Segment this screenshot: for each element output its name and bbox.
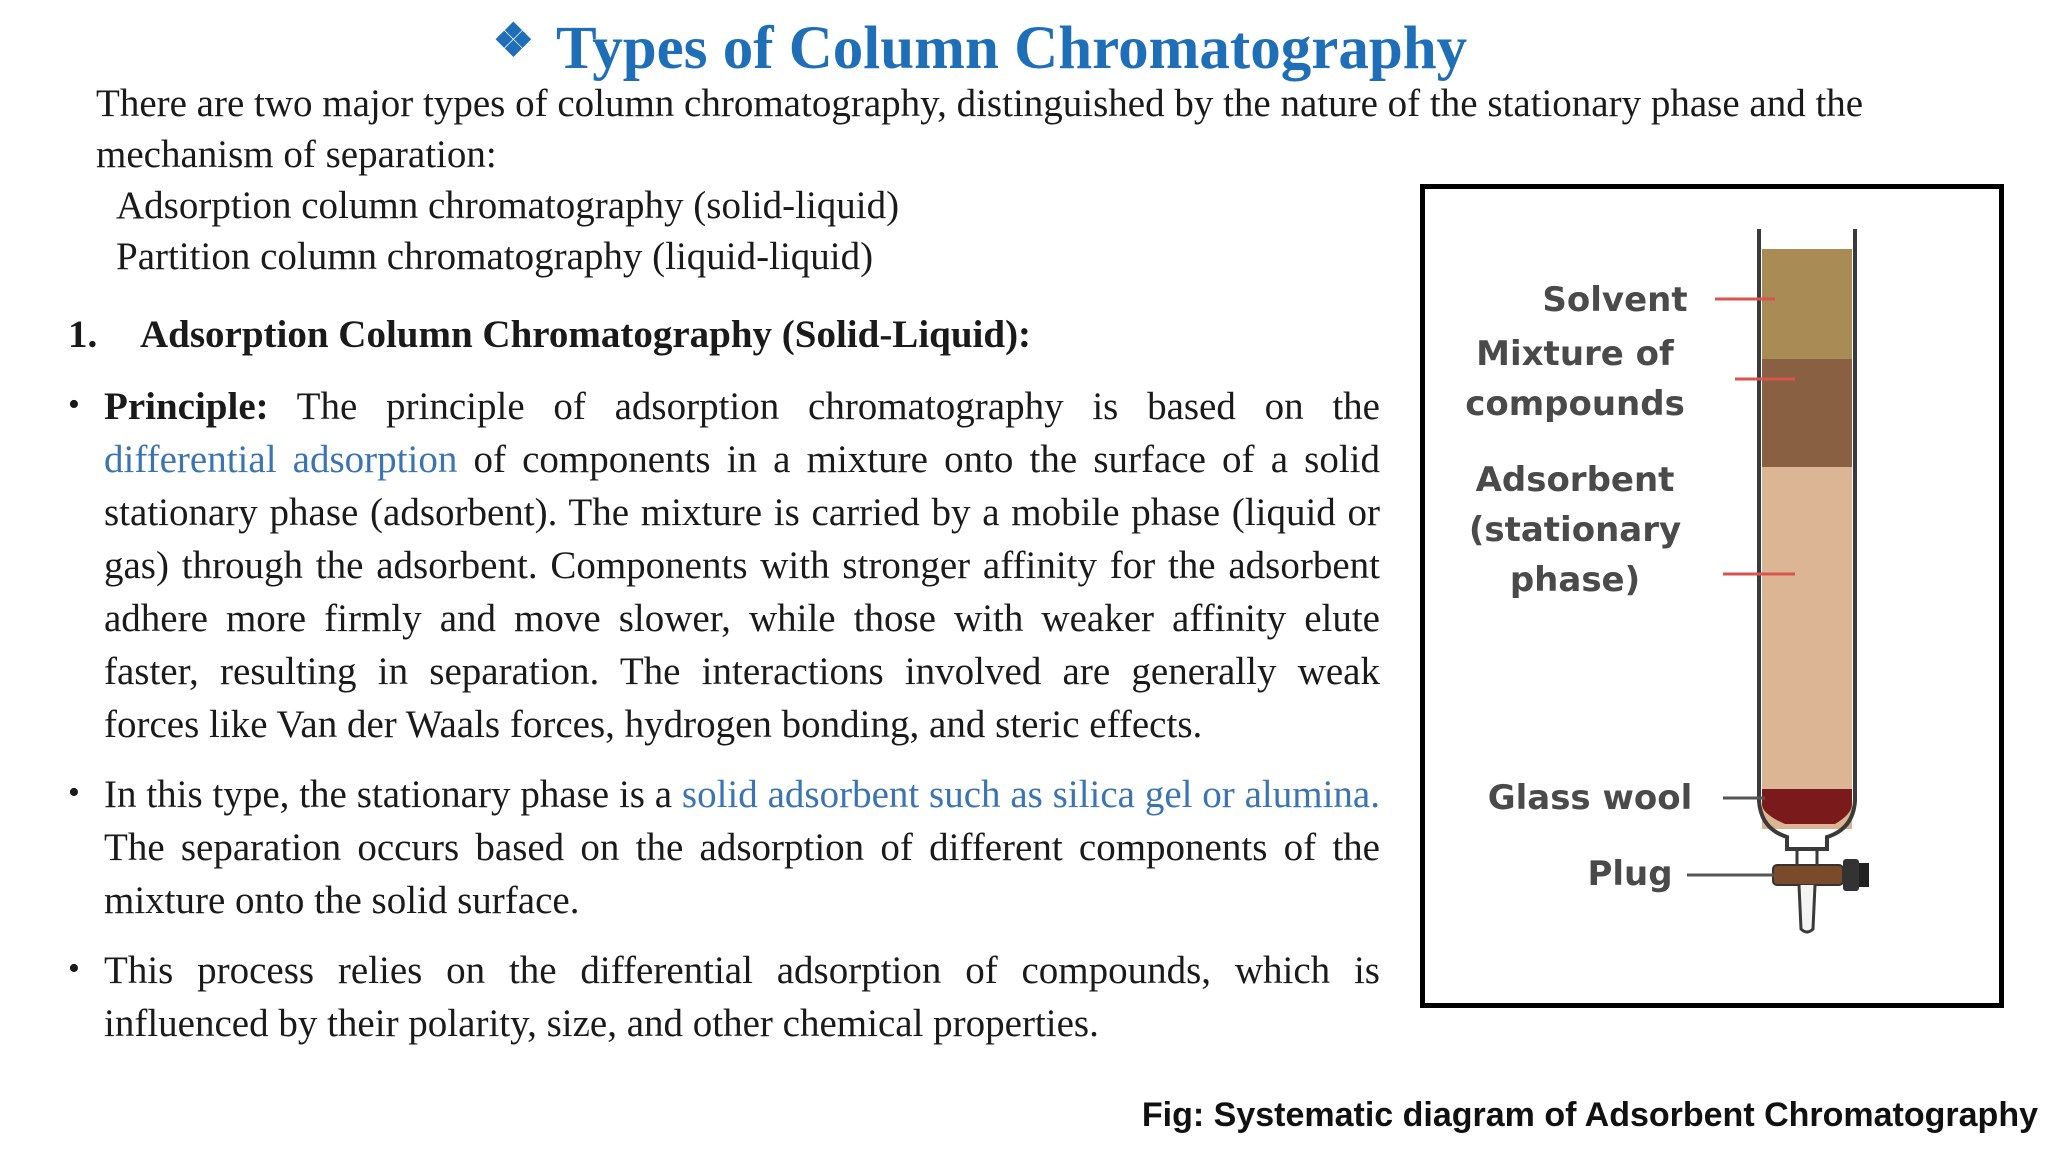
bullet-dot-icon: • bbox=[68, 774, 80, 811]
type-item-adsorption: Adsorption column chromatography (solid-liquid) bbox=[116, 184, 900, 227]
stationary-text-end: The separation occurs based on the adsorption of different components of the mixture onto the solid surface. bbox=[104, 826, 1380, 922]
principle-text-end: of components in a mixture onto the surface of a solid stationary phase (adsorbent). The mixture is carried by a mobile phase (liquid or gas) through the adsorbent. Components with stronger affinity for the adsorbent adhere more firmly and move slower, while those with weaker affinity elute faster, resulting in separation. The interactions involved are generally weak forces like Van der Waals forces, hydrogen bonding, and steric effects. bbox=[104, 438, 1380, 746]
adsorbent-layer bbox=[1762, 467, 1852, 829]
column-diagram bbox=[1420, 184, 2004, 1008]
label-plug: Plug bbox=[1587, 854, 1673, 894]
principle-label: Principle: bbox=[104, 385, 269, 428]
diamond-bullet-icon: ❖ bbox=[492, 15, 535, 66]
type-item-partition: Partition column chromatography (liquid-liquid) bbox=[116, 235, 874, 278]
solvent-layer bbox=[1762, 249, 1852, 359]
label-adsorbent-line3: phase) bbox=[1509, 560, 1641, 600]
figure-caption: Fig: Systematic diagram of Adsorbent Chromatography bbox=[1141, 1096, 2038, 1134]
stationary-text-start: In this type, the stationary phase is a bbox=[104, 773, 682, 816]
bullet-dot-icon: • bbox=[68, 386, 80, 423]
bullet-list bbox=[68, 380, 1380, 1067]
mixture-layer bbox=[1762, 359, 1852, 467]
page-title bbox=[0, 14, 1960, 84]
section-heading bbox=[68, 312, 1031, 357]
stopcock-body bbox=[1773, 865, 1843, 885]
label-mixture-line2: compounds bbox=[1465, 384, 1685, 424]
types-list bbox=[116, 180, 899, 282]
glass-wool-layer bbox=[1762, 789, 1852, 824]
bullet-process bbox=[68, 944, 1380, 1050]
label-adsorbent bbox=[1425, 455, 1725, 605]
stopcock-handle bbox=[1843, 859, 1859, 891]
column-tip bbox=[1797, 849, 1817, 932]
bullet-principle bbox=[68, 380, 1380, 751]
label-solvent: Solvent bbox=[1542, 280, 1688, 320]
section-heading-text: Adsorption Column Chromatography (Solid-Liquid): bbox=[140, 313, 1032, 356]
bullet-dot-icon: • bbox=[68, 950, 80, 987]
process-text: This process relies on the differential adsorption of compounds, which is influenced by their polarity, size, and other chemical properties. bbox=[104, 949, 1380, 1045]
label-adsorbent-line2: (stationary bbox=[1468, 510, 1682, 550]
stationary-highlight: solid adsorbent such as silica gel or alumina. bbox=[681, 773, 1380, 816]
stopcock-knob bbox=[1859, 863, 1869, 887]
label-mixture-line1: Mixture of bbox=[1476, 334, 1674, 374]
intro-paragraph: There are two major types of column chromatography, distinguished by the nature of the stationary phase and the mechanism of separation: bbox=[96, 82, 1864, 176]
bullet-stationary-phase bbox=[68, 768, 1380, 927]
principle-highlight: differential adsorption bbox=[104, 438, 458, 481]
principle-text-start: The principle of adsorption chromatography is based on the bbox=[268, 385, 1380, 428]
label-adsorbent-line1: Adsorbent bbox=[1475, 460, 1675, 500]
page-title-text: Types of Column Chromatography bbox=[556, 15, 1468, 82]
section-number: 1. bbox=[68, 313, 98, 356]
label-mixture bbox=[1425, 329, 1725, 429]
label-glass-wool: Glass wool bbox=[1487, 778, 1693, 818]
